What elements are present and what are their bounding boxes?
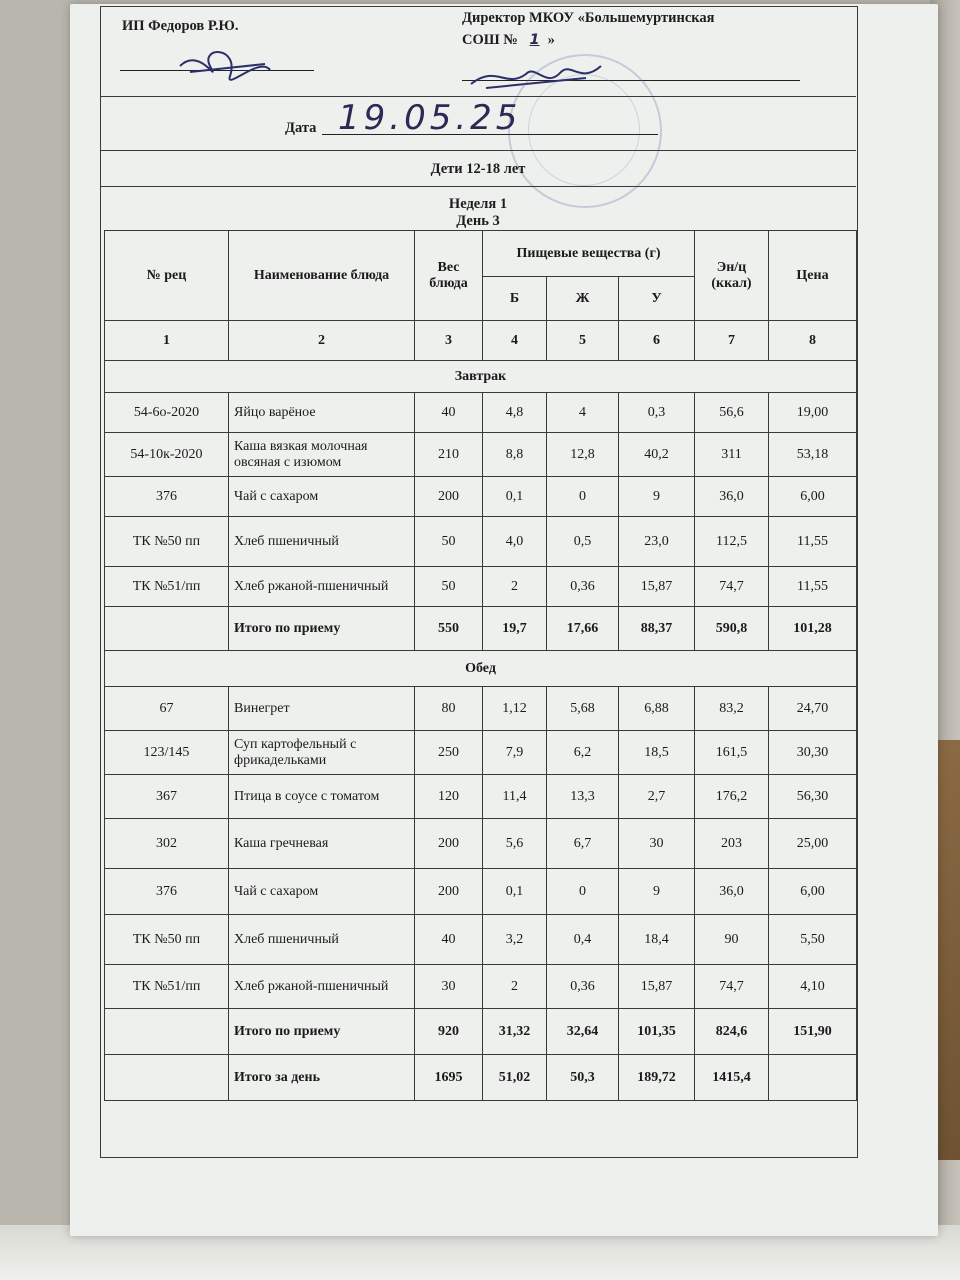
dish-value: 11,4 xyxy=(483,775,547,819)
dish-value: 25,00 xyxy=(769,819,857,869)
date-label: Дата xyxy=(285,120,317,136)
dish-value: 2 xyxy=(483,567,547,607)
dish-row xyxy=(105,965,857,1009)
school-number: 1 xyxy=(529,32,540,48)
dish-name: Суп картофельный с фрикадельками xyxy=(229,731,415,775)
dish-value: 19,00 xyxy=(769,393,857,433)
dish-value: 5,68 xyxy=(547,687,619,731)
divider xyxy=(100,186,856,187)
column-number: 2 xyxy=(229,321,415,361)
dish-value: 4,8 xyxy=(483,393,547,433)
dish-row xyxy=(105,819,857,869)
dish-value: 13,3 xyxy=(547,775,619,819)
dish-value: 40 xyxy=(415,915,483,965)
dish-name: Хлеб ржаной-пшеничный xyxy=(229,965,415,1009)
header-fat: Ж xyxy=(547,277,619,321)
menu-table xyxy=(104,230,857,1101)
dish-value: 120 xyxy=(415,775,483,819)
header-weight: Вес блюда xyxy=(415,231,483,321)
day-total-cell: 50,3 xyxy=(547,1055,619,1101)
recipe-code: ТК №50 пп xyxy=(105,517,229,567)
dish-value: 176,2 xyxy=(695,775,769,819)
week-label: Неделя 1 xyxy=(448,196,508,212)
dish-value: 40,2 xyxy=(619,433,695,477)
dish-value: 0,1 xyxy=(483,477,547,517)
total-cell: 32,64 xyxy=(547,1009,619,1055)
dish-value: 0,36 xyxy=(547,567,619,607)
total-cell: 550 xyxy=(415,607,483,651)
background-wood-panel xyxy=(935,740,960,1160)
org-left-title: ИП Федоров Р.Ю. xyxy=(122,18,239,34)
dish-value: 6,2 xyxy=(547,731,619,775)
dish-name: Чай с сахаром xyxy=(229,477,415,517)
divider xyxy=(100,150,856,151)
dish-name: Хлеб пшеничный xyxy=(229,915,415,965)
dish-name: Птица в соусе с томатом xyxy=(229,775,415,819)
total-cell: 88,37 xyxy=(619,607,695,651)
total-label: Итого по приему xyxy=(229,1009,415,1055)
dish-value: 15,87 xyxy=(619,965,695,1009)
dish-value: 30 xyxy=(415,965,483,1009)
total-cell: 590,8 xyxy=(695,607,769,651)
dish-row xyxy=(105,869,857,915)
dish-value: 3,2 xyxy=(483,915,547,965)
dish-value: 50 xyxy=(415,517,483,567)
dish-value: 15,87 xyxy=(619,567,695,607)
day-total-cell: 51,02 xyxy=(483,1055,547,1101)
dish-value: 7,9 xyxy=(483,731,547,775)
school-number-suffix: » xyxy=(547,32,555,48)
total-spacer xyxy=(105,1009,229,1055)
dish-value: 0 xyxy=(547,869,619,915)
dish-value: 11,55 xyxy=(769,517,857,567)
dish-row xyxy=(105,687,857,731)
dish-value: 0,4 xyxy=(547,915,619,965)
dish-name: Винегрет xyxy=(229,687,415,731)
day-total-label: Итого за день xyxy=(229,1055,415,1101)
dish-value: 83,2 xyxy=(695,687,769,731)
total-cell: 101,28 xyxy=(769,607,857,651)
recipe-code: 123/145 xyxy=(105,731,229,775)
dish-value: 56,30 xyxy=(769,775,857,819)
dish-value: 24,70 xyxy=(769,687,857,731)
dish-value: 74,7 xyxy=(695,965,769,1009)
header-energy: Эн/ц (ккал) xyxy=(695,231,769,321)
day-total-cell: 1415,4 xyxy=(695,1055,769,1101)
dish-value: 2 xyxy=(483,965,547,1009)
recipe-code: 376 xyxy=(105,477,229,517)
dish-row xyxy=(105,915,857,965)
age-group: Дети 12-18 лет xyxy=(430,161,526,177)
day-total-cell: 189,72 xyxy=(619,1055,695,1101)
date-value: 19.05.25 xyxy=(338,98,522,138)
recipe-code: 376 xyxy=(105,869,229,915)
dish-value: 9 xyxy=(619,477,695,517)
day-label: День 3 xyxy=(456,213,500,229)
total-spacer xyxy=(105,1055,229,1101)
dish-value: 0,3 xyxy=(619,393,695,433)
dish-value: 40 xyxy=(415,393,483,433)
recipe-code: 54-10к-2020 xyxy=(105,433,229,477)
total-label: Итого по приему xyxy=(229,607,415,651)
dish-value: 5,6 xyxy=(483,819,547,869)
breakfast-rows xyxy=(105,393,857,607)
dish-value: 30 xyxy=(619,819,695,869)
dish-value: 18,4 xyxy=(619,915,695,965)
header-carbs: У xyxy=(619,277,695,321)
dish-row xyxy=(105,393,857,433)
recipe-code: ТК №50 пп xyxy=(105,915,229,965)
section-breakfast: Завтрак xyxy=(105,361,857,393)
recipe-code: ТК №51/пп xyxy=(105,567,229,607)
dish-value: 36,0 xyxy=(695,869,769,915)
dish-value: 6,7 xyxy=(547,819,619,869)
dish-value: 23,0 xyxy=(619,517,695,567)
total-cell: 151,90 xyxy=(769,1009,857,1055)
dish-value: 200 xyxy=(415,869,483,915)
dish-value: 56,6 xyxy=(695,393,769,433)
dish-value: 53,18 xyxy=(769,433,857,477)
dish-name: Яйцо варёное xyxy=(229,393,415,433)
dish-value: 161,5 xyxy=(695,731,769,775)
dish-value: 203 xyxy=(695,819,769,869)
column-number: 4 xyxy=(483,321,547,361)
dish-row xyxy=(105,517,857,567)
column-number: 7 xyxy=(695,321,769,361)
recipe-code: ТК №51/пп xyxy=(105,965,229,1009)
dish-name: Каша гречневая xyxy=(229,819,415,869)
total-cell: 31,32 xyxy=(483,1009,547,1055)
column-number: 6 xyxy=(619,321,695,361)
dish-value: 2,7 xyxy=(619,775,695,819)
total-cell: 824,6 xyxy=(695,1009,769,1055)
column-number: 1 xyxy=(105,321,229,361)
dish-value: 210 xyxy=(415,433,483,477)
dish-value: 74,7 xyxy=(695,567,769,607)
total-cell: 19,7 xyxy=(483,607,547,651)
dish-value: 311 xyxy=(695,433,769,477)
dish-name: Чай с сахаром xyxy=(229,869,415,915)
dish-value: 4,10 xyxy=(769,965,857,1009)
dish-value: 8,8 xyxy=(483,433,547,477)
dish-row xyxy=(105,477,857,517)
dish-value: 5,50 xyxy=(769,915,857,965)
day-total-cell: 1695 xyxy=(415,1055,483,1101)
column-number: 8 xyxy=(769,321,857,361)
dish-row xyxy=(105,433,857,477)
header-rec: № рец xyxy=(105,231,229,321)
dish-value: 4 xyxy=(547,393,619,433)
column-number: 5 xyxy=(547,321,619,361)
org-right-title-line1: Директор МКОУ «Большемуртинская xyxy=(462,10,715,26)
header-name: Наименование блюда xyxy=(229,231,415,321)
header-price: Цена xyxy=(769,231,857,321)
dish-name: Хлеб ржаной-пшеничный xyxy=(229,567,415,607)
dish-name: Каша вязкая молочная овсяная с изюмом xyxy=(229,433,415,477)
dish-value: 6,88 xyxy=(619,687,695,731)
dish-value: 112,5 xyxy=(695,517,769,567)
divider xyxy=(100,96,856,97)
lunch-rows xyxy=(105,687,857,1009)
dish-value: 18,5 xyxy=(619,731,695,775)
dish-value: 0 xyxy=(547,477,619,517)
dish-value: 1,12 xyxy=(483,687,547,731)
recipe-code: 54-6о-2020 xyxy=(105,393,229,433)
column-number: 3 xyxy=(415,321,483,361)
recipe-code: 67 xyxy=(105,687,229,731)
header-protein: Б xyxy=(483,277,547,321)
total-cell: 17,66 xyxy=(547,607,619,651)
dish-value: 6,00 xyxy=(769,477,857,517)
recipe-code: 367 xyxy=(105,775,229,819)
dish-value: 36,0 xyxy=(695,477,769,517)
recipe-code: 302 xyxy=(105,819,229,869)
dish-value: 250 xyxy=(415,731,483,775)
dish-value: 0,5 xyxy=(547,517,619,567)
dish-value: 0,36 xyxy=(547,965,619,1009)
dish-value: 12,8 xyxy=(547,433,619,477)
signature-left xyxy=(170,36,280,96)
dish-value: 4,0 xyxy=(483,517,547,567)
dish-row xyxy=(105,567,857,607)
dish-value: 90 xyxy=(695,915,769,965)
dish-value: 200 xyxy=(415,477,483,517)
total-cell: 920 xyxy=(415,1009,483,1055)
dish-value: 9 xyxy=(619,869,695,915)
dish-value: 80 xyxy=(415,687,483,731)
section-lunch: Обед xyxy=(105,651,857,687)
dish-value: 200 xyxy=(415,819,483,869)
dish-value: 0,1 xyxy=(483,869,547,915)
day-total-cell xyxy=(769,1055,857,1101)
dish-value: 50 xyxy=(415,567,483,607)
total-cell: 101,35 xyxy=(619,1009,695,1055)
dish-value: 6,00 xyxy=(769,869,857,915)
dish-value: 30,30 xyxy=(769,731,857,775)
dish-name: Хлеб пшеничный xyxy=(229,517,415,567)
dish-value: 11,55 xyxy=(769,567,857,607)
school-number-prefix: СОШ № xyxy=(462,32,518,48)
total-spacer xyxy=(105,607,229,651)
dish-row xyxy=(105,731,857,775)
header-nutrients: Пищевые вещества (г) xyxy=(483,231,695,277)
dish-row xyxy=(105,775,857,819)
